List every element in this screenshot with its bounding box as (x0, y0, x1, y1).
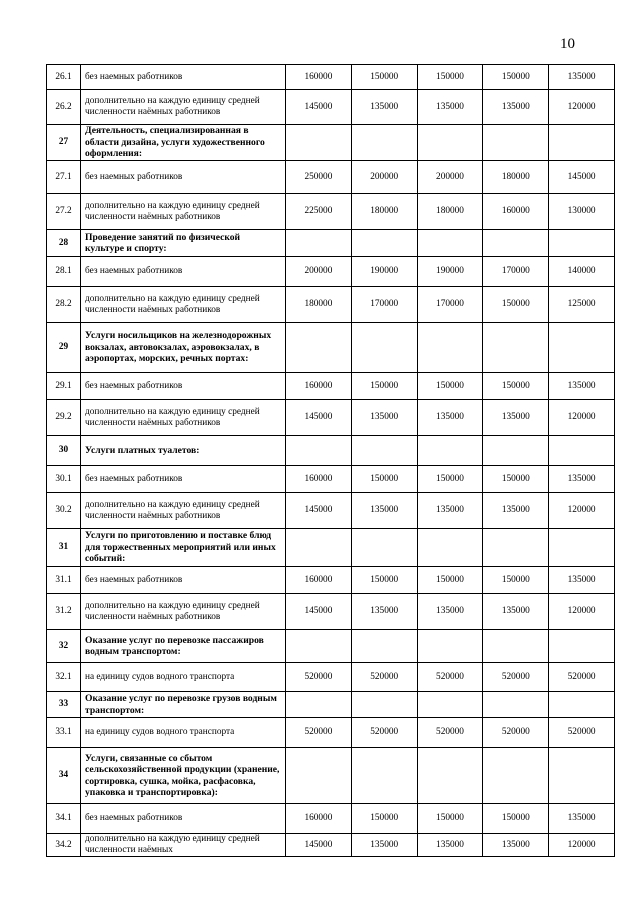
value-cell: 135000 (549, 65, 615, 90)
value-cell (351, 230, 417, 257)
row-number: 30 (47, 436, 81, 466)
table-row (47, 287, 615, 323)
value-cell (483, 692, 549, 718)
value-cell: 150000 (483, 466, 549, 493)
value-cell: 120000 (549, 90, 615, 125)
row-description: без наемных работников (81, 466, 286, 493)
section-title: Услуги платных туалетов: (81, 436, 286, 466)
row-number: 28.1 (47, 257, 81, 287)
row-number: 31.1 (47, 567, 81, 594)
value-cell (549, 748, 615, 804)
value-cell (417, 125, 483, 161)
value-cell (483, 630, 549, 663)
row-number: 29 (47, 323, 81, 373)
rates-table (46, 64, 615, 857)
value-cell: 135000 (351, 90, 417, 125)
section-header-row (47, 436, 615, 466)
value-cell: 145000 (286, 594, 352, 630)
row-number: 29.1 (47, 373, 81, 400)
value-cell: 150000 (417, 65, 483, 90)
value-cell: 190000 (351, 257, 417, 287)
table-row (47, 400, 615, 436)
value-cell: 145000 (549, 161, 615, 194)
value-cell (286, 692, 352, 718)
value-cell (549, 323, 615, 373)
table-row (47, 663, 615, 692)
value-cell: 145000 (286, 493, 352, 529)
value-cell (351, 125, 417, 161)
value-cell (286, 436, 352, 466)
row-number: 34.2 (47, 834, 81, 857)
value-cell: 150000 (483, 373, 549, 400)
row-number: 28.2 (47, 287, 81, 323)
value-cell: 520000 (286, 663, 352, 692)
value-cell: 520000 (351, 718, 417, 748)
value-cell: 190000 (417, 257, 483, 287)
value-cell: 150000 (351, 567, 417, 594)
row-number: 26.1 (47, 65, 81, 90)
row-description: без наемных работников (81, 373, 286, 400)
row-description: дополнительно на каждую единицу средней численности наёмных (81, 834, 286, 857)
value-cell: 150000 (351, 65, 417, 90)
value-cell (417, 692, 483, 718)
value-cell: 520000 (351, 663, 417, 692)
row-description: дополнительно на каждую единицу средней численности наёмных работников (81, 400, 286, 436)
value-cell (351, 630, 417, 663)
row-number: 27.1 (47, 161, 81, 194)
value-cell (417, 529, 483, 567)
value-cell (286, 125, 352, 161)
row-number: 27 (47, 125, 81, 161)
value-cell: 225000 (286, 194, 352, 230)
section-header-row (47, 230, 615, 257)
value-cell: 120000 (549, 493, 615, 529)
value-cell (549, 230, 615, 257)
table-row (47, 257, 615, 287)
value-cell (483, 748, 549, 804)
section-header-row (47, 125, 615, 161)
row-number: 30.2 (47, 493, 81, 529)
value-cell: 200000 (417, 161, 483, 194)
value-cell (286, 323, 352, 373)
row-description: без наемных работников (81, 567, 286, 594)
value-cell: 150000 (351, 804, 417, 834)
row-number: 30.1 (47, 466, 81, 493)
value-cell: 145000 (286, 834, 352, 857)
value-cell: 135000 (351, 493, 417, 529)
value-cell: 135000 (351, 594, 417, 630)
table-row (47, 194, 615, 230)
row-number: 34 (47, 748, 81, 804)
value-cell (549, 125, 615, 161)
value-cell: 170000 (351, 287, 417, 323)
row-description: дополнительно на каждую единицу средней численности наёмных работников (81, 493, 286, 529)
section-title: Оказание услуг по перевозке пассажиров водным транспортом: (81, 630, 286, 663)
value-cell: 150000 (417, 466, 483, 493)
value-cell: 250000 (286, 161, 352, 194)
value-cell: 135000 (549, 466, 615, 493)
value-cell (549, 529, 615, 567)
value-cell: 150000 (417, 804, 483, 834)
section-title: Деятельность, специализированная в области дизайна, услуги художественного оформления: (81, 125, 286, 161)
value-cell: 520000 (483, 718, 549, 748)
value-cell (417, 748, 483, 804)
value-cell: 150000 (483, 65, 549, 90)
value-cell: 135000 (549, 373, 615, 400)
value-cell: 150000 (417, 373, 483, 400)
row-description: без наемных работников (81, 161, 286, 194)
value-cell: 180000 (417, 194, 483, 230)
value-cell (351, 529, 417, 567)
value-cell: 140000 (549, 257, 615, 287)
value-cell (549, 436, 615, 466)
value-cell: 150000 (351, 466, 417, 493)
value-cell: 520000 (417, 663, 483, 692)
value-cell: 520000 (417, 718, 483, 748)
value-cell (483, 323, 549, 373)
section-title: Услуги по приготовлению и поставке блюд для торжественных мероприятий или иных событий: (81, 529, 286, 567)
row-number: 29.2 (47, 400, 81, 436)
value-cell (286, 230, 352, 257)
value-cell: 180000 (351, 194, 417, 230)
value-cell: 135000 (483, 493, 549, 529)
value-cell (483, 125, 549, 161)
value-cell: 135000 (483, 834, 549, 857)
value-cell: 160000 (286, 466, 352, 493)
table-row (47, 65, 615, 90)
page-number: 10 (560, 36, 575, 52)
table-row (47, 466, 615, 493)
value-cell: 145000 (286, 400, 352, 436)
section-title: Услуги, связанные со сбытом сельскохозяйственной продукции (хранение, сортировка, сушка, мойка, расфасовка, упаковка и транспортировка): (81, 748, 286, 804)
value-cell: 160000 (286, 804, 352, 834)
value-cell (417, 323, 483, 373)
value-cell: 135000 (417, 90, 483, 125)
value-cell: 135000 (483, 594, 549, 630)
value-cell: 520000 (286, 718, 352, 748)
row-number: 31.2 (47, 594, 81, 630)
value-cell (351, 692, 417, 718)
row-number: 33 (47, 692, 81, 718)
value-cell: 145000 (286, 90, 352, 125)
section-header-row (47, 748, 615, 804)
value-cell: 170000 (483, 257, 549, 287)
value-cell: 135000 (483, 90, 549, 125)
value-cell: 135000 (549, 804, 615, 834)
value-cell: 135000 (549, 567, 615, 594)
value-cell: 135000 (351, 834, 417, 857)
value-cell: 180000 (286, 287, 352, 323)
table-row (47, 594, 615, 630)
value-cell (483, 230, 549, 257)
value-cell: 160000 (286, 373, 352, 400)
value-cell: 520000 (549, 663, 615, 692)
row-description: на единицу судов водного транспорта (81, 663, 286, 692)
row-number: 33.1 (47, 718, 81, 748)
row-number: 28 (47, 230, 81, 257)
value-cell: 150000 (417, 567, 483, 594)
value-cell: 150000 (483, 804, 549, 834)
value-cell (286, 748, 352, 804)
value-cell (549, 630, 615, 663)
section-header-row (47, 630, 615, 663)
value-cell: 130000 (549, 194, 615, 230)
table-row (47, 718, 615, 748)
value-cell (286, 529, 352, 567)
row-description: дополнительно на каждую единицу средней численности наёмных работников (81, 194, 286, 230)
value-cell: 120000 (549, 594, 615, 630)
row-description: на единицу судов водного транспорта (81, 718, 286, 748)
table-row (47, 373, 615, 400)
row-description: без наемных работников (81, 65, 286, 90)
row-number: 34.1 (47, 804, 81, 834)
value-cell: 160000 (286, 567, 352, 594)
value-cell (417, 630, 483, 663)
value-cell: 150000 (483, 567, 549, 594)
value-cell: 135000 (417, 493, 483, 529)
value-cell: 150000 (483, 287, 549, 323)
value-cell: 135000 (417, 594, 483, 630)
value-cell: 125000 (549, 287, 615, 323)
row-description: дополнительно на каждую единицу средней численности наёмных работников (81, 90, 286, 125)
section-title: Оказание услуг по перевозке грузов водным транспортом: (81, 692, 286, 718)
value-cell (286, 630, 352, 663)
value-cell: 520000 (483, 663, 549, 692)
value-cell (483, 529, 549, 567)
value-cell: 160000 (483, 194, 549, 230)
row-description: дополнительно на каждую единицу средней численности наёмных работников (81, 594, 286, 630)
table-row (47, 161, 615, 194)
section-title: Проведение занятий по физической культуре и спорту: (81, 230, 286, 257)
row-number: 26.2 (47, 90, 81, 125)
value-cell: 135000 (483, 400, 549, 436)
value-cell: 150000 (351, 373, 417, 400)
value-cell (417, 436, 483, 466)
value-cell: 520000 (549, 718, 615, 748)
table-row (47, 804, 615, 834)
value-cell: 160000 (286, 65, 352, 90)
value-cell (549, 692, 615, 718)
section-header-row (47, 323, 615, 373)
row-number: 32.1 (47, 663, 81, 692)
value-cell: 200000 (351, 161, 417, 194)
value-cell: 180000 (483, 161, 549, 194)
row-description: дополнительно на каждую единицу средней численности наёмных работников (81, 287, 286, 323)
section-title: Услуги носильщиков на железнодорожных вокзалах, автовокзалах, аэровокзалах, в аэропортах, морских, речных портах: (81, 323, 286, 373)
table-row (47, 567, 615, 594)
row-number: 31 (47, 529, 81, 567)
value-cell: 120000 (549, 400, 615, 436)
value-cell (483, 436, 549, 466)
row-number: 32 (47, 630, 81, 663)
value-cell (351, 436, 417, 466)
value-cell: 135000 (417, 400, 483, 436)
table-row (47, 834, 615, 857)
table-row (47, 90, 615, 125)
value-cell: 135000 (417, 834, 483, 857)
row-description: без наемных работников (81, 804, 286, 834)
rates-table-body (47, 65, 615, 857)
value-cell: 135000 (351, 400, 417, 436)
row-number: 27.2 (47, 194, 81, 230)
value-cell (351, 748, 417, 804)
table-row (47, 493, 615, 529)
value-cell: 200000 (286, 257, 352, 287)
value-cell (351, 323, 417, 373)
value-cell: 170000 (417, 287, 483, 323)
value-cell: 120000 (549, 834, 615, 857)
section-header-row (47, 529, 615, 567)
row-description: без наемных работников (81, 257, 286, 287)
value-cell (417, 230, 483, 257)
section-header-row (47, 692, 615, 718)
